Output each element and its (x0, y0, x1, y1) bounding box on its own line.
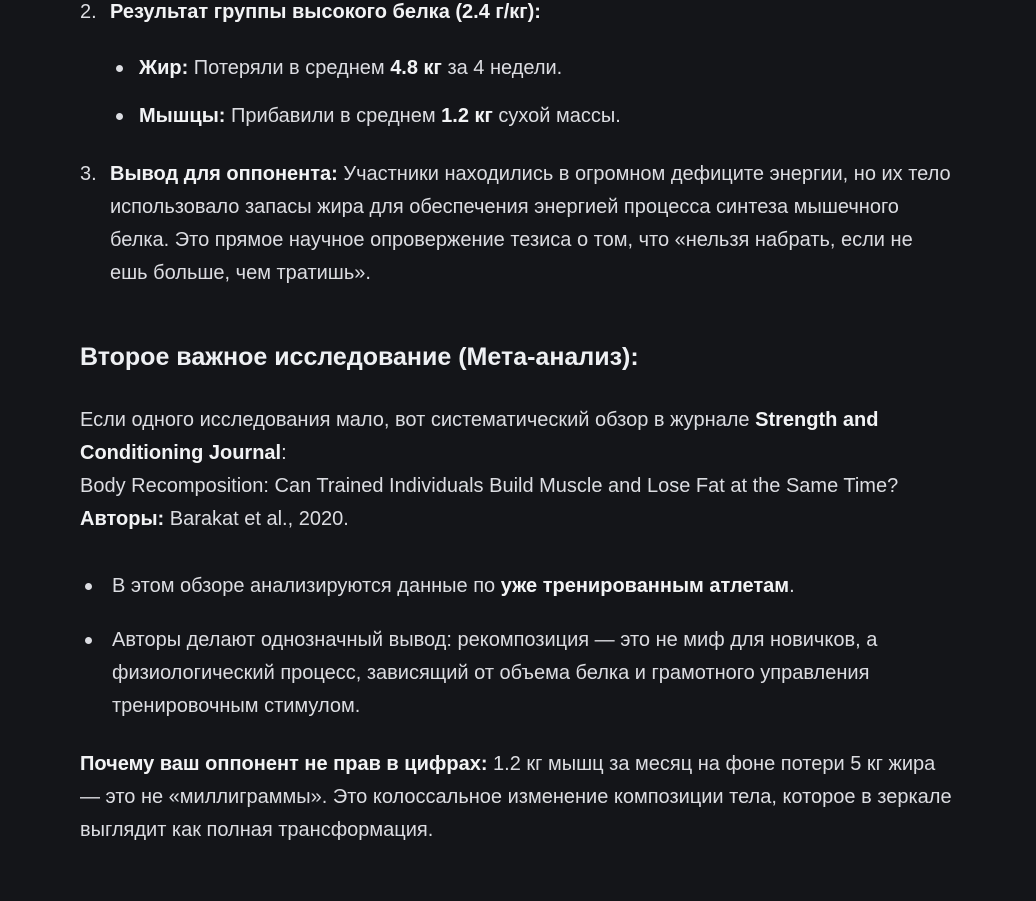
bullet-text: Авторы делают однозначный вывод: рекомпозиция — это не миф для новичков, а физиологический процесс, зависящий от объема белка и грамотного управления тренировочным стимулом. (112, 629, 878, 717)
list-item-body (110, 158, 954, 290)
closing-paragraph: Почему ваш оппонент не прав в цифрах: 1.2 кг мышц за месяц на фоне потери 5 кг жира — это не «миллиграммы». Это колоссальное изменение композиции тела, которое в зеркале выглядит как полная трансформация. (80, 753, 952, 841)
section-heading: Второе важное исследование (Мета-анализ): (80, 343, 639, 371)
paragraph-line: Body Recomposition: Can Trained Individuals Build Muscle and Lose Fat at the Same Time? (80, 475, 899, 497)
bullet-dot (85, 583, 92, 590)
list-item-text: Результат группы высокого белка (2.4 г/кг): (110, 1, 541, 23)
bullet-dot (116, 113, 123, 120)
bullet-dot (85, 637, 92, 644)
ordered-list (80, 0, 954, 290)
list-item-3 (80, 158, 954, 290)
journal-paragraph (80, 404, 954, 536)
bullet-item (80, 570, 954, 603)
research-bullet-list (80, 570, 954, 723)
bullet-item (80, 624, 954, 723)
list-item-2 (80, 0, 954, 133)
paragraph-line: Если одного исследования мало, вот систематический обзор в журнале Strength and Conditioning Journal: (80, 409, 879, 464)
bullet-dot (116, 65, 123, 72)
bullet-text: В этом обзоре анализируются данные по уже тренированным атлетам. (112, 575, 795, 597)
list-item-text: Вывод для оппонента: Участники находились в огромном дефиците энергии, но их тело использовало запасы жира для обеспечения энергией процесса синтеза мышечного белка. Это прямое научное опровержение тезиса о том, что «нельзя набрать, если не ешь больше, чем тратишь». (110, 163, 951, 284)
bullet-item (110, 52, 954, 85)
paragraph-line: Авторы: Barakat et al., 2020. (80, 508, 349, 530)
list-item-number: 3. (80, 163, 97, 185)
bullet-text: Жир: Потеряли в среднем 4.8 кг за 4 недели. (139, 57, 563, 79)
bullet-item (110, 100, 954, 133)
bullet-text: Мышцы: Прибавили в среднем 1.2 кг сухой массы. (139, 105, 621, 127)
list-item-body (110, 0, 954, 133)
sub-bullet-list (110, 52, 954, 133)
list-item-number: 2. (80, 1, 97, 23)
